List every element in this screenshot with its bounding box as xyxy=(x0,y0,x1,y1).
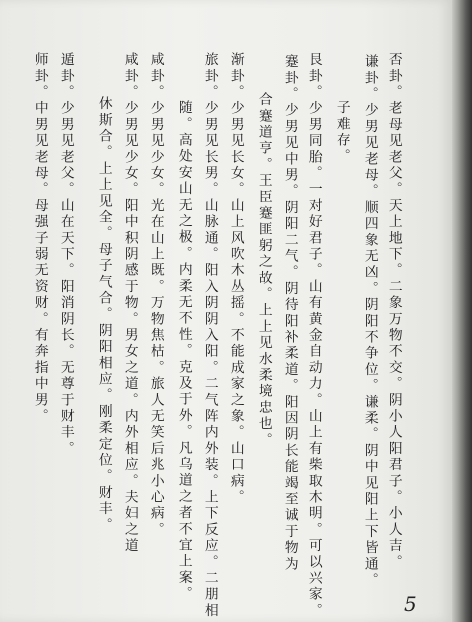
text-column-8: 旅卦。少男见长男。山脉通。阳入阴阴入阳。二气阵内外装。上下反应。二朋相 xyxy=(201,52,218,619)
text-column-10: 咸卦。少男见少女。光在山上既。万物焦枯。旅人无笑后兆小心病。 xyxy=(147,52,164,538)
text-column-1: 否卦。老母见老父。天上地下。二象万物不交。阴小人阳君子。小人吉。 xyxy=(385,52,402,571)
text-column-7: 渐卦。少男见长女。山上风吹木丛摇。不能成家之象。山口病。 xyxy=(227,52,244,506)
text-column-14: 师卦。中男见老母。母强子弱无资财。有奔指中男。 xyxy=(31,52,48,425)
page-number: 5 xyxy=(404,592,417,616)
text-column-5: 蹇卦。少男见中男。阴阳二气。阴待阳补柔道。阳因阴长能竭至诚于物为 xyxy=(281,54,298,573)
text-column-6: 合蹇道亨。王臣蹇匪躬之故。上上见水柔境忠也。 xyxy=(255,92,272,449)
text-column-4: 艮卦。少男同胎。一对好君子。山有黄金自动力。山上有柴取木明。可以兴家。 xyxy=(305,52,322,619)
text-column-11: 咸卦。少男见少女。阳中积阴感于物。男女之道。内外相应。夫妇之道 xyxy=(121,52,138,555)
text-column-13: 遁卦。少男见老父。山在天下。阳消阴长。无尊于财丰。 xyxy=(57,52,74,457)
text-column-9: 随。高处安山无之极。内柔无不性。克及于外。凡乌道之者不宜上案。 xyxy=(175,100,192,603)
text-column-3: 子难存。 xyxy=(333,100,350,165)
text-column-12: 休斯合。上上见全。母子气合。阴阳相应。刚柔定位。财丰。 xyxy=(95,96,112,534)
page-edge-shadow xyxy=(452,0,472,622)
text-column-2: 谦卦。少男见老母。顺四象无凶。阴阳不争位。谦柔。阴中见阳上下皆通。 xyxy=(361,54,378,589)
